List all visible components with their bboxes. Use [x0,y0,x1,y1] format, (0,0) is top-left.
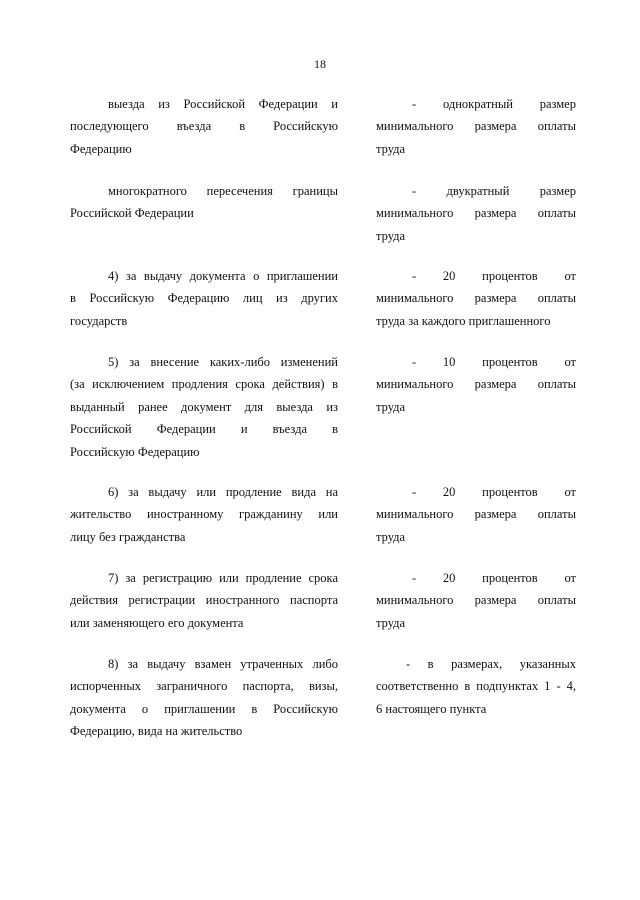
fee-description [70,567,338,634]
description-line: действия регистрации иностранного паспорта [70,593,338,608]
amount-line: минимального размера оплаты [376,377,576,392]
fee-amount [376,481,576,548]
fee-description [70,180,338,225]
fee-amount [376,653,576,720]
amount-line: труда [376,228,406,243]
amount-line: минимального размера оплаты [376,593,576,608]
amount-line: труда [376,141,406,156]
amount-line: минимального размера оплаты [376,206,576,221]
description-line: испорченных заграничного паспорта, визы, [70,679,338,694]
description-line: (за исключением продления срока действия) в [70,377,338,392]
description-line: 5) за внесение каких-либо изменений [108,355,338,369]
description-line: 6) за выдачу или продление вида на [108,485,338,499]
fee-amount [376,180,576,247]
amount-line: 6 настоящего пункта [376,701,487,716]
description-line: 4) за выдачу документа о приглашении [108,269,338,283]
amount-line: минимального размера оплаты [376,119,576,134]
description-line: выданный ранее документ для выезда из [70,399,338,414]
description-line: 7) за регистрацию или продление срока [108,571,338,585]
amount-line: - однократный размер [412,97,576,111]
description-line: многократного пересечения границы [108,184,338,198]
description-line: лицу без гражданства [70,529,186,544]
fee-amount [376,567,576,634]
amount-line: - в размерах, указанных [406,657,576,671]
amount-line: - 20 процентов от [412,485,576,499]
description-line: или заменяющего его документа [70,615,244,630]
fee-description [70,265,338,332]
description-line: жительство иностранному гражданину или [70,507,338,522]
amount-line: труда [376,615,406,630]
amount-line: минимального размера оплаты [376,291,576,306]
description-line: Российской Федерации [70,206,194,221]
description-line: последующего въезда в Российскую [70,119,338,134]
fee-description [70,653,338,743]
amount-line: труда [376,399,406,414]
amount-line: соответственно в подпунктах 1 - 4, [376,679,576,694]
description-line: Федерацию [70,141,132,156]
description-line: выезда из Российской Федерации и [108,97,338,111]
amount-line: - 20 процентов от [412,269,576,283]
fee-description [70,351,338,463]
description-line: Российскую Федерацию [70,444,200,459]
description-line: документа о приглашении в Российскую [70,701,338,716]
amount-line: труда [376,529,406,544]
fee-amount [376,265,576,332]
description-line: Федерацию, вида на жительство [70,724,243,739]
fee-amount [376,93,576,160]
amount-line: труда за каждого приглашенного [376,313,551,328]
amount-line: - двукратный размер [412,184,576,198]
amount-line: - 20 процентов от [412,571,576,585]
page-number: 18 [314,57,326,71]
description-line: 8) за выдачу взамен утраченных либо [108,657,338,671]
fee-description [70,481,338,548]
fee-amount [376,351,576,418]
description-line: Российской Федерации и въезда в [70,422,338,437]
amount-line: - 10 процентов от [412,355,576,369]
description-line: государств [70,313,128,328]
fee-description [70,93,338,160]
amount-line: минимального размера оплаты [376,507,576,522]
description-line: в Российскую Федерацию лиц из других [70,291,338,306]
